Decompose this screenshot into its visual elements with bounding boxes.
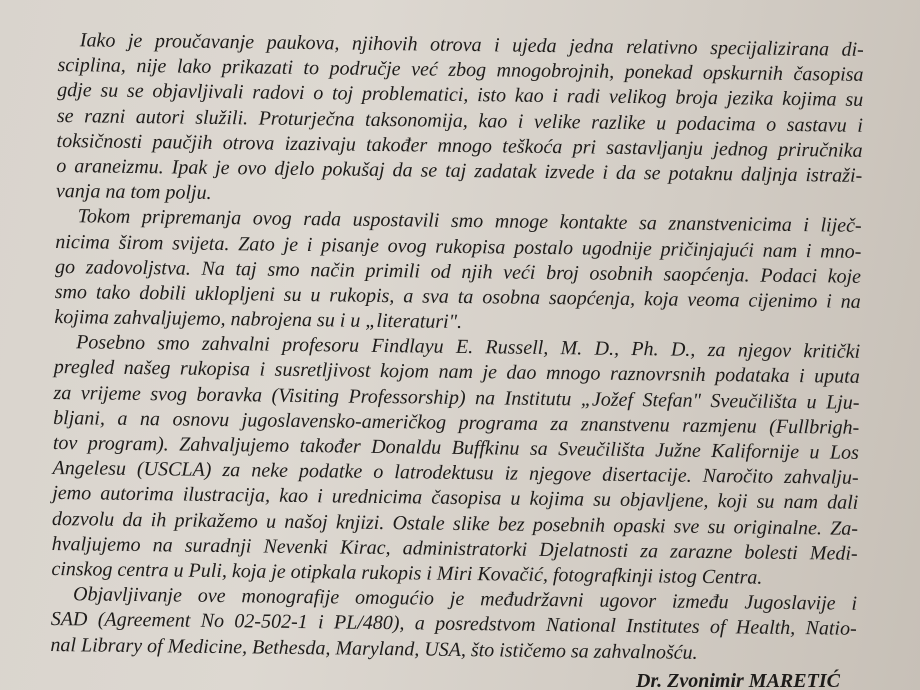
text-line: smo tako dobili uklopljeni su u rukopis, a sva ta osobna saopćenja, koja veoma cijenimo i na (54, 280, 861, 313)
text-line: Objavljivanje ove monografije omogućio je međudržavni ugovor između Jugoslavije i (72, 583, 858, 615)
preface-text (50, 28, 864, 667)
paragraph-1 (56, 28, 864, 214)
text-line: Posebno smo zahvalni profesoru Findlayu E. Russell, M. D., Ph. D., za njegov kritički (76, 331, 861, 364)
text-line: gdje su se objavljivali radovi o toj problematici, isto kao i radi velikog broja jezika kojima su (57, 79, 864, 112)
text-line: cinskog centra u Puli, koja je otipkala rukopis i Miri Kovačić, fotografkinji istog Centra. (51, 557, 763, 589)
text-line: jemo autorima ilustracija, kao i urednicima časopisa u kojima su objavljene, koji su nam dali (52, 482, 859, 515)
text-line: dozvolu da ih prikažemo u našoj knjizi. Ostale slike bez posebnih opaski sve su originalne. Za- (51, 507, 859, 540)
text-line: o araneizmu. Ipak je ovo djelo pokušaj da se taj zadatak izvede i da se potaknu daljnja istraži- (56, 154, 863, 187)
text-line: Iako je proučavanje paukova, njihovih otrova i ujeda jedna relativno specijalizirana di- (79, 29, 864, 61)
author-signature: Dr. Zvonimir MARETIĆ (636, 670, 840, 690)
text-line: se razni autori služili. Proturječna taksonomija, kao i velike razlike u podacima o sastavu i (56, 104, 864, 137)
paragraph-3 (51, 330, 860, 592)
text-line: vanja na tom polju. (55, 180, 212, 205)
text-line: bljani, a na osnovu jugoslavensko-američkog programa za znanstvenu razmjenu (Fullbrigh- (53, 406, 860, 439)
text-line: pregled našeg rukopisa i susretljivost kojom nam je dao mnogo raznovrsnih podataka i uputa (53, 356, 860, 389)
text-line: za vrijeme svog boravka (Visiting Professorship) na Institutu „Jožef Stefan" Sveučilišta u Lju- (53, 381, 860, 414)
text-line: tov program). Zahvaljujemo također Donaldu Buffkinu sa Sveučilišta Južne Kalifornije u Los (52, 431, 860, 464)
text-line: nal Library of Medicine, Bethesda, Maryland, USA, što ističemo sa zahvalnošću. (50, 633, 698, 664)
paragraph-4 (50, 582, 857, 667)
text-line: Angelesu (USCLA) za neke podatke o latrodektusu iz njegove disertacije. Naročito zahvalju- (52, 457, 859, 490)
text-line: toksičnosti paučjih otrova izazivaju također mnogo teškoća pri sastavljanju jednog priručnika (56, 129, 863, 162)
text-line: go zadovoljstva. Na taj smo način primili od njih veći broj osobnih saopćenja. Podaci koje (54, 255, 862, 288)
text-line: nicima širom svijeta. Zato je i pisanje ovog rukopisa postalo ugodnije pričinjajući nam i mno- (55, 230, 862, 263)
text-line: sciplina, nije lako prikazati to područje već zbog mnogobrojnih, ponekad opskurnih časopisa (57, 54, 864, 87)
text-line: hvaljujemo na suradnji Nevenki Kirac, administratorki Djelatnosti za zarazne bolesti Medi- (51, 532, 858, 565)
text-line: kojima zahvaljujemo, nabrojena su i u „literaturi". (54, 306, 463, 334)
text-line: Tokom pripremanja ovog rada uspostavili smo mnoge kontakte sa znanstvenicima i liječ- (77, 205, 862, 238)
paragraph-2 (54, 204, 861, 340)
text-line: SAD (Agreement No 02-502-1 i PL/480), a posredstvom National Institutes of Health, Natio- (50, 608, 857, 641)
